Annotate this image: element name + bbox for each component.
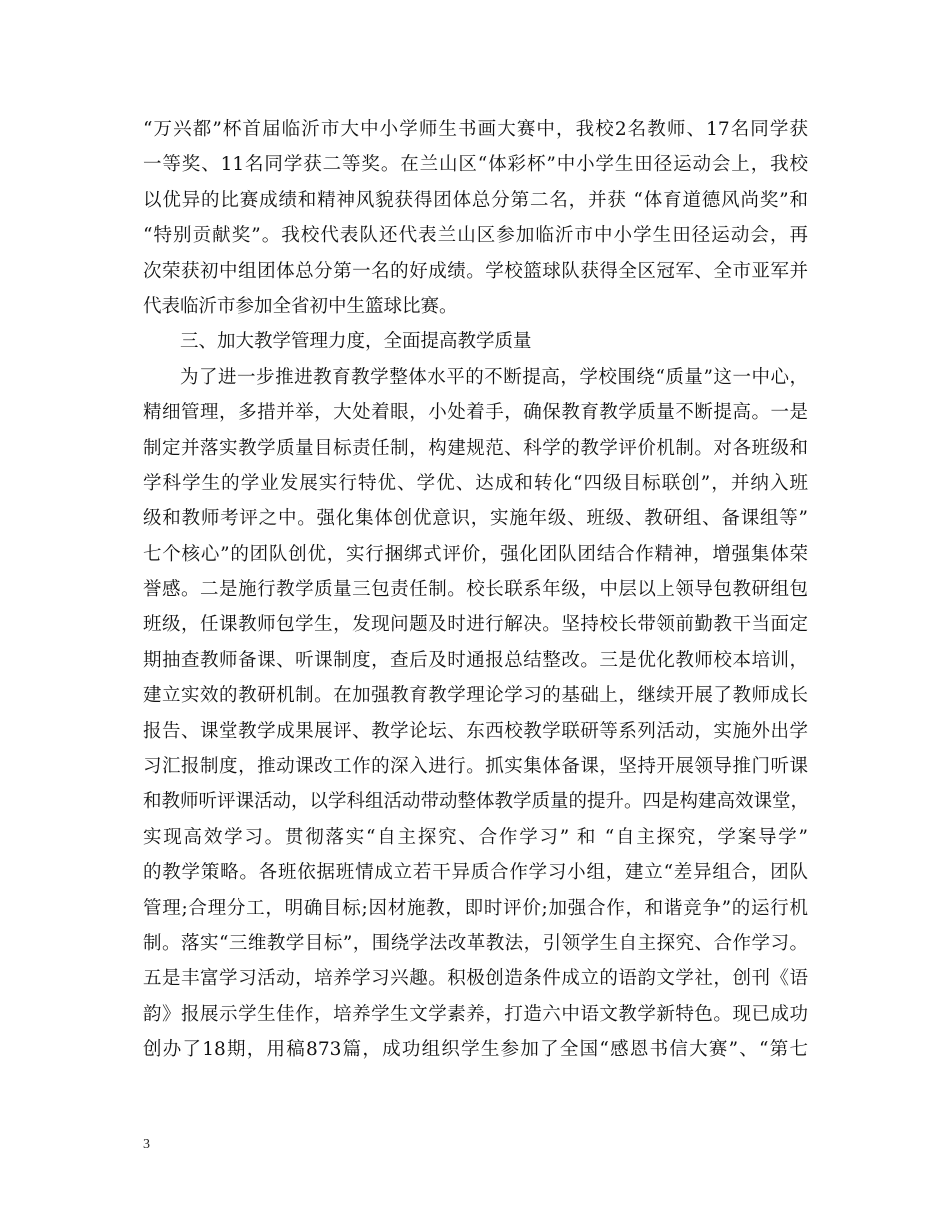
- text-line: 为了进一步推进教育教学整体水平的不断提高，学校围绕“质量”这一中心，: [180, 366, 808, 388]
- text-line: 韵》报展示学生佳作，培养学生文学素养，打造六中语文教学新特色。现已成功: [143, 1003, 808, 1025]
- text-line: 次荣获初中组团体总分第一名的好成绩。学校篮球队获得全区冠军、全市亚军并: [143, 260, 808, 282]
- text-line: 学科学生的学业发展实行特优、学优、达成和转化“四级目标联创”，并纳入班: [143, 472, 808, 494]
- text-line: 一等奖、11名同学获二等奖。在兰山区“体彩杯”中小学生田径运动会上，我校: [143, 154, 808, 176]
- text-line: 期抽查教师备课、听课制度，查后及时通报总结整改。三是优化教师校本培训，: [143, 649, 808, 671]
- text-line: 的教学策略。各班依据班情成立若干异质合作学习小组，建立“差异组合，团队: [143, 862, 808, 884]
- section-heading: 三、加大教学管理力度，全面提高教学质量: [180, 331, 532, 353]
- text-line: 班级，任课教师包学生，发现问题及时进行解决。坚持校长带领前勤教干当面定: [143, 614, 808, 636]
- text-line: “特别贡献奖”。我校代表队还代表兰山区参加临沂市中小学生田径运动会，再: [143, 225, 808, 247]
- text-line: 创办了18期，用稿873篇，成功组织学生参加了全国“感恩书信大赛”、“第七: [143, 1039, 808, 1061]
- text-line: 精细管理，多措并举，大处着眼，小处着手，确保教育教学质量不断提高。一是: [143, 402, 808, 424]
- text-line: 实现高效学习。贯彻落实“自主探究、合作学习” 和 “自主探究，学案导学”: [143, 826, 808, 848]
- text-line: 代表临沂市参加全省初中生篮球比赛。: [143, 295, 458, 317]
- page-number: 3: [143, 1137, 150, 1152]
- text-line: 报告、课堂教学成果展评、教学论坛、东西校教学联研等系列活动，实施外出学: [143, 720, 808, 742]
- text-line: 制。落实“三维教学目标”，围绕学法改革教法，引领学生自主探究、合作学习。: [143, 932, 808, 954]
- text-line: 七个核心”的团队创优，实行捆绑式评价，强化团队团结合作精神，增强集体荣: [143, 543, 808, 565]
- text-line: 级和教师考评之中。强化集体创优意识，实施年级、班级、教研组、备课组等”: [143, 508, 808, 530]
- text-line: 建立实效的教研机制。在加强教育教学理论学习的基础上，继续开展了教师成长: [143, 685, 808, 707]
- text-line: 誉感。二是施行教学质量三包责任制。校长联系年级，中层以上领导包教研组包: [143, 579, 808, 601]
- text-line: 五是丰富学习活动，培养学习兴趣。积极创造条件成立的语韵文学社，创刊《语: [143, 968, 808, 990]
- body-text: [143, 112, 808, 1068]
- text-line: 习汇报制度，推动课改工作的深入进行。抓实集体备课，坚持开展领导推门听课: [143, 756, 808, 778]
- text-line: “万兴都”杯首届临沂市大中小学师生书画大赛中，我校2名教师、17名同学获: [143, 119, 808, 140]
- text-line: 以优异的比赛成绩和精神风貌获得团体总分第二名，并获 “体育道德风尚奖”和: [143, 189, 808, 211]
- text-line: 制定并落实教学质量目标责任制，构建规范、科学的教学评价机制。对各班级和: [143, 437, 808, 459]
- text-line: 和教师听评课活动，以学科组活动带动整体教学质量的提升。四是构建高效课堂，: [143, 791, 810, 813]
- text-line: 管理;合理分工，明确目标;因材施教，即时评价;加强合作，和谐竞争”的运行机: [143, 897, 808, 919]
